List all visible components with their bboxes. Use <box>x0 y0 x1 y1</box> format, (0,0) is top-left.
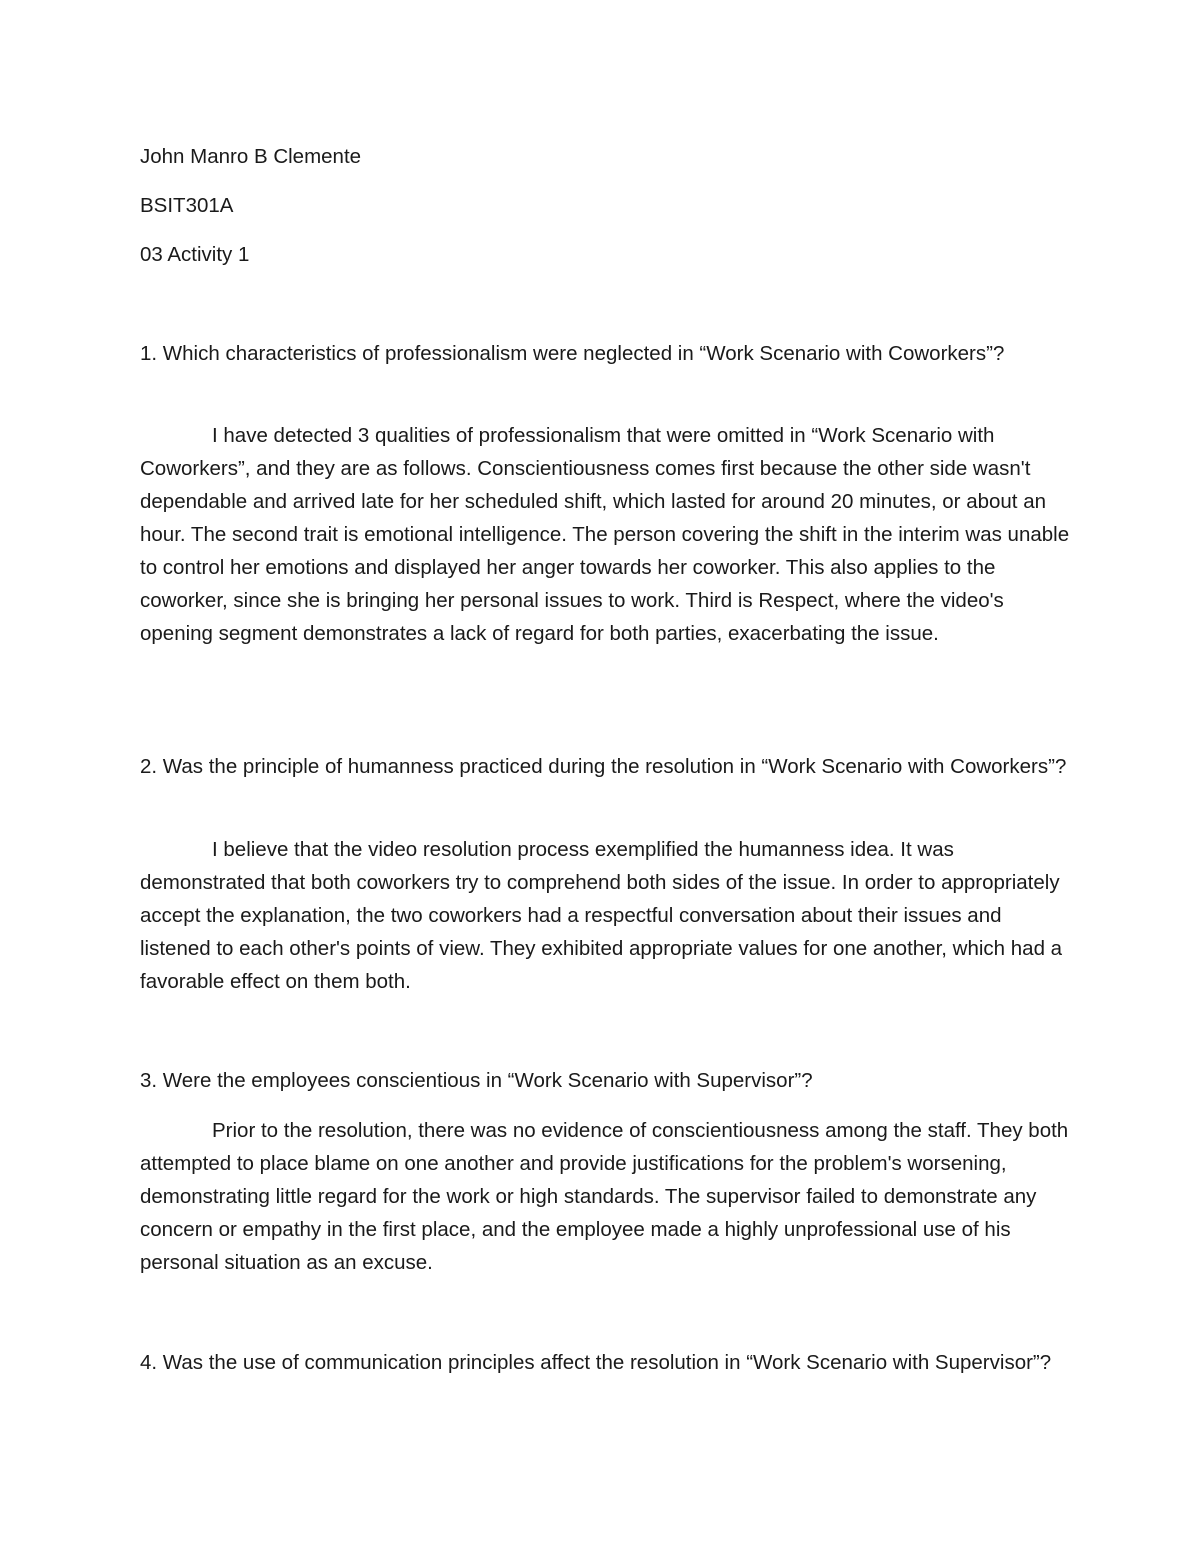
student-name: John Manro B Clemente <box>140 145 362 168</box>
answer-2: I believe that the video resolution process exemplified the humanness idea. It was demonstrated that both coworkers try to comprehend both sides of the issue. In order to appropriately accept the explanation, the two coworkers had a respectful conversation about their issues and listened to each other's points of view. They exhibited appropriate values for one another, which had a favorable effect on them both. <box>140 838 1063 993</box>
question-3: 3. Were the employees conscientious in “Work Scenario with Supervisor”? <box>140 1069 813 1092</box>
question-2: 2. Was the principle of humanness practiced during the resolution in “Work Scenario with Coworkers”? <box>140 755 1067 778</box>
activity-title: 03 Activity 1 <box>140 243 250 266</box>
question-4: 4. Was the use of communication principles affect the resolution in “Work Scenario with Supervisor”? <box>140 1351 1052 1374</box>
student-section: BSIT301A <box>140 194 234 217</box>
question-1: 1. Which characteristics of professionalism were neglected in “Work Scenario with Coworkers”? <box>140 342 1005 365</box>
answer-1: I have detected 3 qualities of professionalism that were omitted in “Work Scenario with Coworkers”, and they are as follows. Conscientiousness comes first because the other side wasn't dependable and arrived late for her scheduled shift, which lasted for around 20 minutes, or about an hour. The second trait is emotional intelligence. The person covering the shift in the interim was unable to control her emotions and displayed her anger towards her coworker. This also applies to the coworker, since she is bringing her personal issues to work. Third is Respect, where the video's opening segment demonstrates a lack of regard for both parties, exacerbating the issue. <box>140 424 1070 645</box>
answer-3: Prior to the resolution, there was no evidence of conscientiousness among the staff. They both attempted to place blame on one another and provide justifications for the problem's worsening, demonstrating little regard for the work or high standards. The supervisor failed to demonstrate any concern or empathy in the first place, and the employee made a highly unprofessional use of his personal situation as an excuse. <box>140 1119 1069 1274</box>
